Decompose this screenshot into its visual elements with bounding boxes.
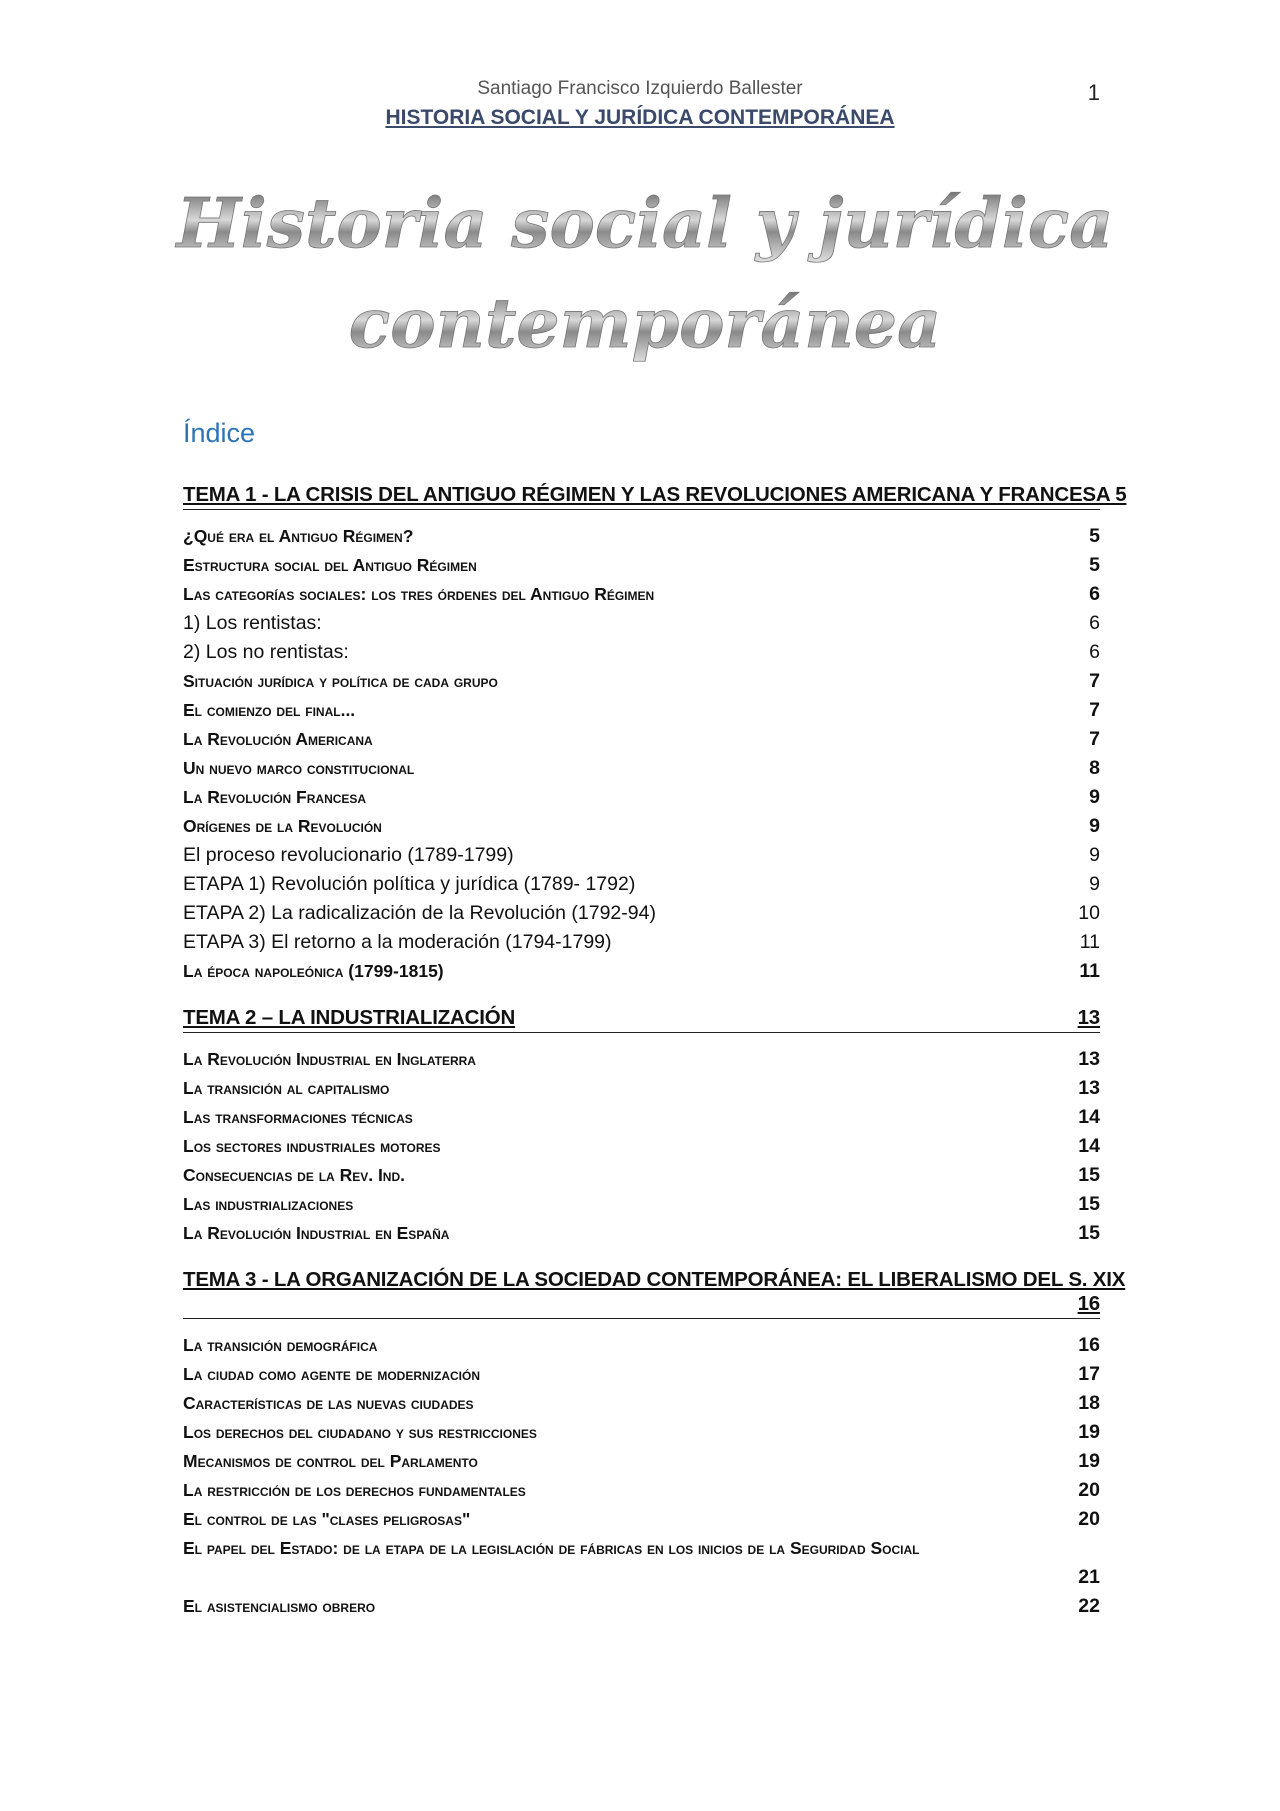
toc-tema-block (183, 1268, 1126, 1621)
toc-tema-heading[interactable] (183, 1268, 1126, 1319)
toc-entry-label: 1) Los rentistas: (183, 612, 322, 634)
toc-entry-page: 20 (1078, 1479, 1100, 1501)
index-heading: Índice (183, 418, 256, 448)
toc-entry[interactable] (183, 928, 1100, 957)
toc-entry-label: Características de las nuevas ciudades (183, 1393, 474, 1413)
toc-entry[interactable] (183, 957, 1100, 986)
toc-entry-label: La Revolución Industrial en España (183, 1223, 450, 1243)
toc-entry-page: 9 (1089, 815, 1100, 837)
toc-entry[interactable] (183, 1190, 1100, 1219)
title-art (176, 165, 1114, 375)
toc-entry-label: Las industrializaciones (183, 1194, 354, 1214)
toc-tema-page: 16 (1077, 1292, 1100, 1315)
toc-entry-page: 16 (1078, 1334, 1100, 1356)
toc-entry[interactable] (183, 1389, 1100, 1418)
toc-entry-label: Los derechos del ciudadano y sus restricciones (183, 1422, 537, 1442)
toc-entry[interactable] (183, 1360, 1100, 1389)
toc-entry-page: 20 (1078, 1508, 1100, 1530)
toc-entry[interactable] (183, 1592, 1100, 1621)
toc-entry[interactable] (183, 1447, 1100, 1476)
toc-entry-label: ETAPA 2) La radicalización de la Revolución (1792-94) (183, 902, 656, 924)
toc-entry-page: 15 (1078, 1193, 1100, 1215)
toc-entry-page: 11 (1079, 931, 1100, 953)
toc-entry-label: Situación jurídica y política de cada grupo (183, 671, 498, 691)
toc-entry-label: La transición al capitalismo (183, 1078, 390, 1098)
toc-entry[interactable] (183, 841, 1100, 870)
toc-entry[interactable] (183, 580, 1100, 609)
toc-entry[interactable] (183, 725, 1100, 754)
toc-entry[interactable] (183, 667, 1100, 696)
toc-entry-page: 5 (1089, 554, 1100, 576)
toc-entry-label: La transición demográfica (183, 1335, 378, 1355)
toc-entry[interactable] (183, 754, 1100, 783)
toc-tema-heading[interactable] (183, 483, 1127, 510)
toc-entry[interactable] (183, 812, 1100, 841)
toc-entry[interactable] (183, 609, 1100, 638)
title-line-1: Historia social y jurídica (176, 184, 1114, 264)
toc-entry-page: 9 (1089, 786, 1100, 808)
toc-entry-page: 6 (1089, 583, 1100, 605)
toc-entry[interactable] (183, 1534, 1100, 1592)
toc-entry[interactable] (183, 1132, 1100, 1161)
toc-entry[interactable] (183, 1331, 1100, 1360)
toc-entry-page: 7 (1089, 699, 1100, 721)
toc-entry[interactable] (183, 1219, 1100, 1248)
toc-entry-label: Consecuencias de la Rev. Ind. (183, 1165, 405, 1185)
toc-entry[interactable] (183, 1161, 1100, 1190)
toc-entry[interactable] (183, 783, 1100, 812)
toc-entry-page: 22 (1078, 1595, 1100, 1617)
toc-entry-label: El comienzo del final... (183, 700, 356, 720)
toc-entry[interactable] (183, 870, 1100, 899)
page-number: 1 (1087, 80, 1100, 105)
toc-entry-label: La restricción de los derechos fundamentales (183, 1480, 526, 1500)
toc-entry[interactable] (183, 522, 1100, 551)
toc-entry-page: 8 (1089, 757, 1100, 779)
toc-tema-label: TEMA 3 - LA ORGANIZACIÓN DE LA SOCIEDAD CONTEMPORÁNEA: EL LIBERALISMO DEL S. XIX (183, 1268, 1126, 1291)
toc-entry-label: La Revolución Francesa (183, 787, 367, 807)
toc-entry-label: ¿Qué era el Antiguo Régimen? (183, 526, 414, 546)
toc-entry-page: 6 (1089, 612, 1100, 634)
toc-entry-page: 15 (1078, 1222, 1100, 1244)
toc-tema-block (183, 1006, 1100, 1248)
toc-entry-page: 11 (1079, 960, 1100, 982)
toc-entry-label: Estructura social del Antiguo Régimen (183, 555, 477, 575)
toc-entry-page: 14 (1078, 1106, 1100, 1128)
toc-entry[interactable] (183, 1045, 1100, 1074)
toc-entry[interactable] (183, 1505, 1100, 1534)
toc-entry[interactable] (183, 1476, 1100, 1505)
header-author: Santiago Francisco Izquierdo Ballester (477, 78, 803, 99)
toc-entry-page: 6 (1089, 641, 1100, 663)
toc-entry-page: 7 (1089, 728, 1100, 750)
toc-entry-label: La Revolución Industrial en Inglaterra (183, 1049, 476, 1069)
toc-entry-page: 14 (1078, 1135, 1100, 1157)
toc-tema-label: TEMA 1 - LA CRISIS DEL ANTIGUO RÉGIMEN Y LAS REVOLUCIONES AMERICANA Y FRANCESA 5 (183, 483, 1127, 506)
toc-entry-page: 21 (1078, 1566, 1100, 1588)
toc-entry-page: 5 (1089, 525, 1100, 547)
toc-entry[interactable] (183, 696, 1100, 725)
title-line-2: contemporánea (348, 284, 942, 364)
toc-entry-page: 13 (1078, 1048, 1100, 1070)
toc-entry-list (183, 522, 1100, 986)
toc-entry-label: La ciudad como agente de modernización (183, 1364, 480, 1384)
toc-entry-label: ETAPA 1) Revolución política y jurídica (1789- 1792) (183, 873, 636, 895)
toc-entry[interactable] (183, 638, 1100, 667)
table-of-contents (183, 483, 1127, 1641)
toc-entry-page: 9 (1089, 873, 1100, 895)
toc-entry-label: El asistencialismo obrero (183, 1596, 376, 1616)
toc-entry-list (183, 1045, 1100, 1248)
toc-entry[interactable] (183, 551, 1100, 580)
toc-entry-page: 18 (1078, 1392, 1100, 1414)
toc-entry-label: Las categorías sociales: los tres órdenes del Antiguo Régimen (183, 584, 655, 604)
toc-entry-page: 7 (1089, 670, 1100, 692)
toc-entry-page: 9 (1089, 844, 1100, 866)
toc-entry-label: El proceso revolucionario (1789-1799) (183, 844, 514, 866)
toc-entry[interactable] (183, 1074, 1100, 1103)
toc-entry-label: La época napoleónica (1799-1815) (183, 961, 444, 981)
toc-tema-page: 13 (1077, 1006, 1100, 1029)
toc-entry[interactable] (183, 1418, 1100, 1447)
toc-entry-label: Las transformaciones técnicas (183, 1107, 413, 1127)
toc-entry-page: 15 (1078, 1164, 1100, 1186)
toc-entry-label: Mecanismos de control del Parlamento (183, 1451, 478, 1471)
toc-entry-page: 17 (1078, 1363, 1100, 1385)
toc-entry-label: Orígenes de la Revolución (183, 816, 382, 836)
toc-entry-label: La Revolución Americana (183, 729, 373, 749)
toc-entry-page: 10 (1078, 902, 1100, 924)
toc-entry[interactable] (183, 1103, 1100, 1132)
toc-entry-page: 13 (1078, 1077, 1100, 1099)
toc-tema-heading[interactable] (183, 1006, 1100, 1033)
toc-entry[interactable] (183, 899, 1100, 928)
toc-entry-page: 19 (1078, 1450, 1100, 1472)
toc-entry-label: El control de las "clases peligrosas" (183, 1509, 471, 1529)
toc-tema-label: TEMA 2 – LA INDUSTRIALIZACIÓN (183, 1006, 516, 1029)
header-subject: HISTORIA SOCIAL Y JURÍDICA CONTEMPORÁNEA (385, 106, 895, 129)
toc-entry-label: Un nuevo marco constitucional (183, 758, 415, 778)
toc-entry-label: El papel del Estado: de la etapa de la legislación de fábricas en los inicios de la Seguridad Social (183, 1538, 920, 1558)
toc-entry-label: ETAPA 3) El retorno a la moderación (1794-1799) (183, 931, 612, 953)
toc-entry-page: 19 (1078, 1421, 1100, 1443)
toc-entry-list (183, 1331, 1100, 1621)
toc-entry-label: 2) Los no rentistas: (183, 641, 349, 663)
toc-entry-label: Los sectores industriales motores (183, 1136, 441, 1156)
toc-tema-block (183, 483, 1127, 986)
